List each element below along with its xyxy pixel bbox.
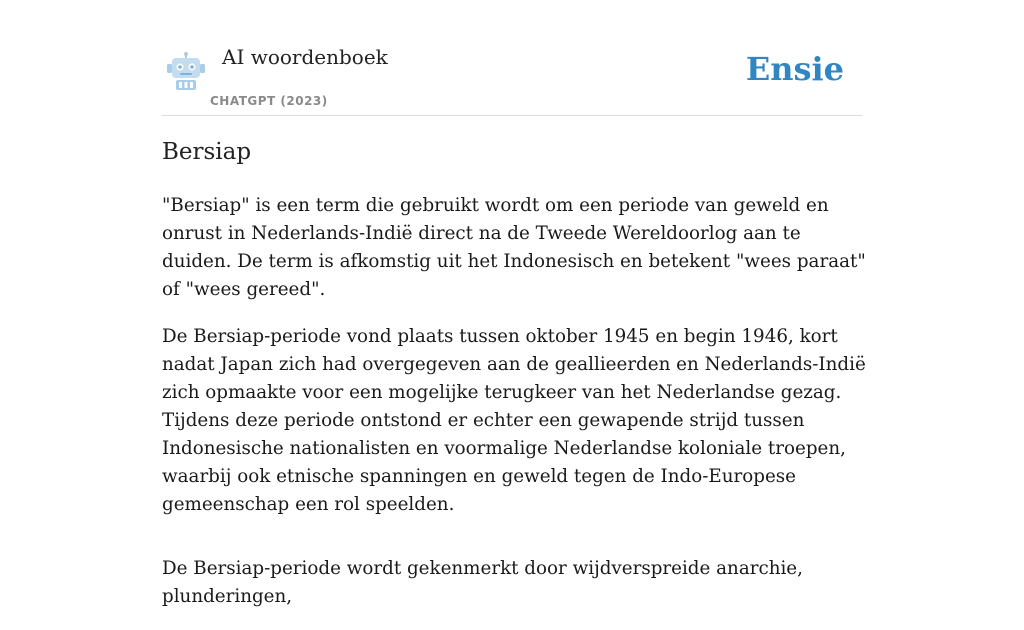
- robot-icon: [166, 52, 206, 90]
- dictionary-source: CHATGPT (2023): [210, 94, 328, 108]
- entry-body: [162, 192, 867, 630]
- entry-title: Bersiap: [162, 139, 252, 165]
- entry-paragraph-3: De Bersiap-periode wordt gekenmerkt door wijdverspreide anarchie, plunderingen,: [162, 558, 803, 607]
- ensie-logo-link[interactable]: Ensie: [745, 50, 844, 88]
- site-header: [162, 40, 862, 116]
- entry-paragraph-2: De Bersiap-periode vond plaats tussen oktober 1945 en begin 1946, kort nadat Japan zich had overgegeven aan de geallieerden en Nederlands-Indië zich opmaakte voor een mogelijke terugkeer van het Nederlandse gezag. Tijdens deze periode ontstond er echter een gewapende strijd tussen Indonesische nationalisten en voormalige Nederlandse koloniale troepen, waarbij ook etnische spanningen en geweld tegen de Indo-Europese gemeenschap een rol speelden.: [162, 326, 866, 515]
- entry-paragraph-1: "Bersiap" is een term die gebruikt wordt om een periode van geweld en onrust in Nederlands-Indië direct na de Tweede Wereldoorlog aan te duiden. De term is afkomstig uit het Indonesisch en betekent "wees paraat" of "wees gereed".: [162, 195, 866, 300]
- dictionary-title[interactable]: AI woordenboek: [222, 45, 388, 69]
